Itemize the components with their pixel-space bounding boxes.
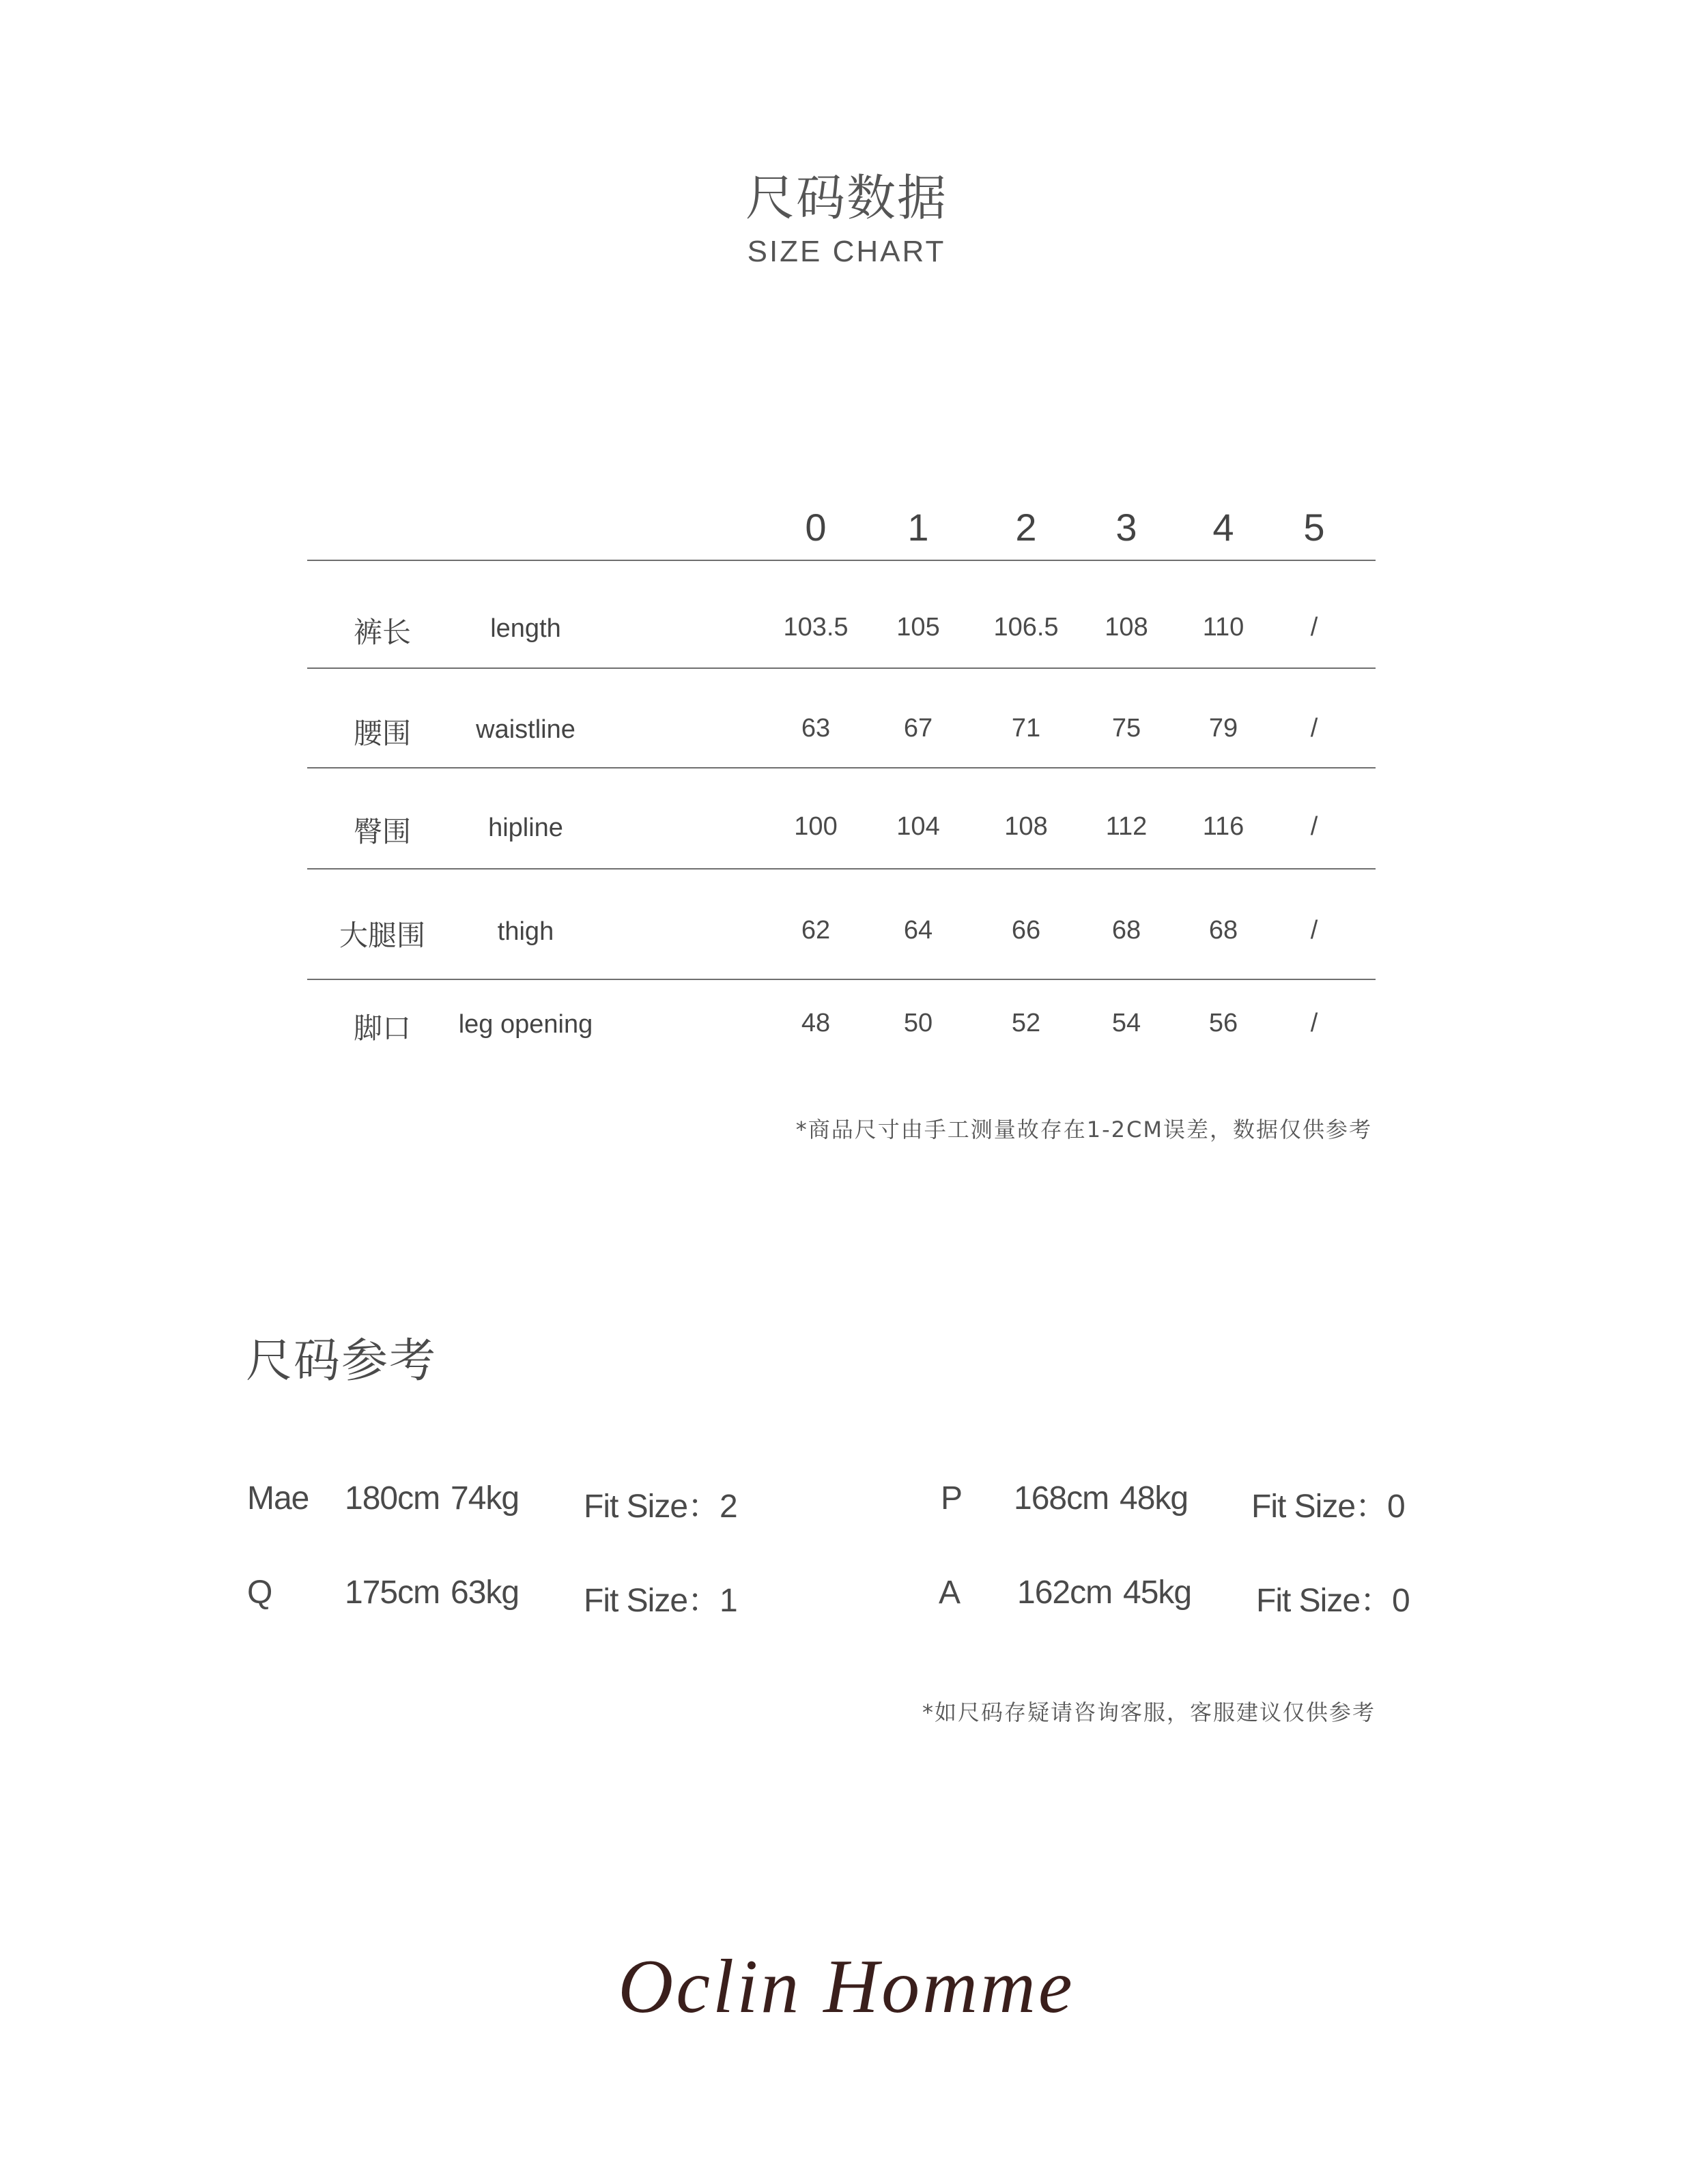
page-subtitle: SIZE CHART [747, 235, 946, 268]
table-cell: 112 [1105, 812, 1148, 841]
measure-label-en: waistline [476, 715, 575, 744]
table-cell: 75 [1111, 714, 1141, 743]
measure-label-en: hipline [488, 814, 563, 842]
table-row [307, 990, 1376, 1058]
table-divider [307, 560, 1376, 561]
size-header-0: 0 [805, 506, 827, 549]
table-cell: 48 [801, 1009, 831, 1037]
table-cell: 68 [1208, 916, 1238, 945]
size-header-1: 1 [907, 506, 929, 549]
table-cell: 100 [794, 812, 838, 841]
measure-label-cn: 大腿围 [339, 919, 425, 952]
model-name: A [939, 1575, 961, 1611]
table-cell: 52 [1011, 1009, 1041, 1037]
table-cell: 67 [903, 714, 933, 743]
model-height: 162cm [1017, 1575, 1113, 1611]
size-reference-title: 尺码参考 [246, 1334, 438, 1388]
table-divider [307, 868, 1376, 870]
page-title: 尺码数据 [745, 169, 948, 227]
table-cell: 50 [903, 1009, 933, 1037]
table-row [307, 594, 1376, 662]
table-cell: 79 [1208, 714, 1238, 743]
size-header-3: 3 [1115, 506, 1137, 549]
measure-label-en: thigh [497, 917, 554, 946]
measure-label-en: length [490, 614, 561, 643]
model-name: Q [247, 1575, 272, 1611]
model-height: 180cm [345, 1480, 440, 1517]
table-cell: 54 [1111, 1009, 1141, 1037]
table-cell: 63 [801, 714, 831, 743]
table-cell: 104 [896, 812, 940, 841]
table-cell: / [1310, 1009, 1318, 1037]
table-cell: 110 [1202, 613, 1244, 642]
table-cell: 56 [1208, 1009, 1238, 1037]
measure-label-cn: 脚口 [353, 1011, 411, 1045]
model-fit-size: Fit Size：0 [1256, 1583, 1410, 1619]
model-fit-size: Fit Size：2 [584, 1489, 737, 1525]
table-cell: 116 [1202, 812, 1244, 841]
table-cell: 108 [1004, 812, 1048, 841]
size-header-5: 5 [1303, 506, 1325, 549]
table-cell: 68 [1111, 916, 1141, 945]
table-cell: / [1310, 714, 1318, 743]
table-divider [307, 667, 1376, 669]
table-cell: / [1310, 916, 1318, 945]
table-cell: 66 [1011, 916, 1041, 945]
size-table [307, 491, 1376, 1065]
model-weight: 48kg [1120, 1480, 1189, 1517]
table-divider [307, 979, 1376, 980]
table-cell: / [1310, 613, 1318, 642]
model-weight: 74kg [451, 1480, 520, 1517]
table-divider [307, 767, 1376, 768]
table-cell: 62 [801, 916, 831, 945]
brand-logo-text: Oclin Homme [618, 1944, 1075, 2029]
table-cell: / [1310, 812, 1318, 841]
table-row [307, 695, 1376, 763]
model-name: Mae [247, 1480, 309, 1517]
table-row [307, 793, 1376, 861]
table-cell: 103.5 [783, 613, 849, 642]
table-cell: 64 [903, 916, 933, 945]
measure-label-cn: 裤长 [353, 616, 411, 649]
measure-label-en: leg opening [458, 1010, 593, 1039]
measurement-disclaimer: *商品尺寸由手工测量故存在1-2CM误差，数据仅供参考 [795, 1117, 1372, 1143]
model-height: 175cm [345, 1575, 440, 1611]
table-cell: 108 [1105, 613, 1148, 642]
table-cell: 71 [1011, 714, 1041, 743]
model-weight: 45kg [1123, 1575, 1192, 1611]
table-cell: 105 [896, 613, 940, 642]
size-header-2: 2 [1015, 506, 1037, 549]
model-name: P [941, 1480, 963, 1517]
model-fit-size: Fit Size：0 [1251, 1489, 1405, 1525]
measure-label-cn: 腰围 [353, 717, 411, 750]
table-row [307, 897, 1376, 965]
table-cell: 106.5 [993, 613, 1059, 642]
model-weight: 63kg [451, 1575, 520, 1611]
customer-service-note: *如尺码存疑请咨询客服，客服建议仅供参考 [922, 1699, 1376, 1725]
model-height: 168cm [1014, 1480, 1109, 1517]
size-header-4: 4 [1212, 506, 1234, 549]
measure-label-cn: 臀围 [353, 815, 411, 848]
model-fit-size: Fit Size：1 [584, 1583, 737, 1619]
brand-logo [0, 1938, 1693, 2041]
